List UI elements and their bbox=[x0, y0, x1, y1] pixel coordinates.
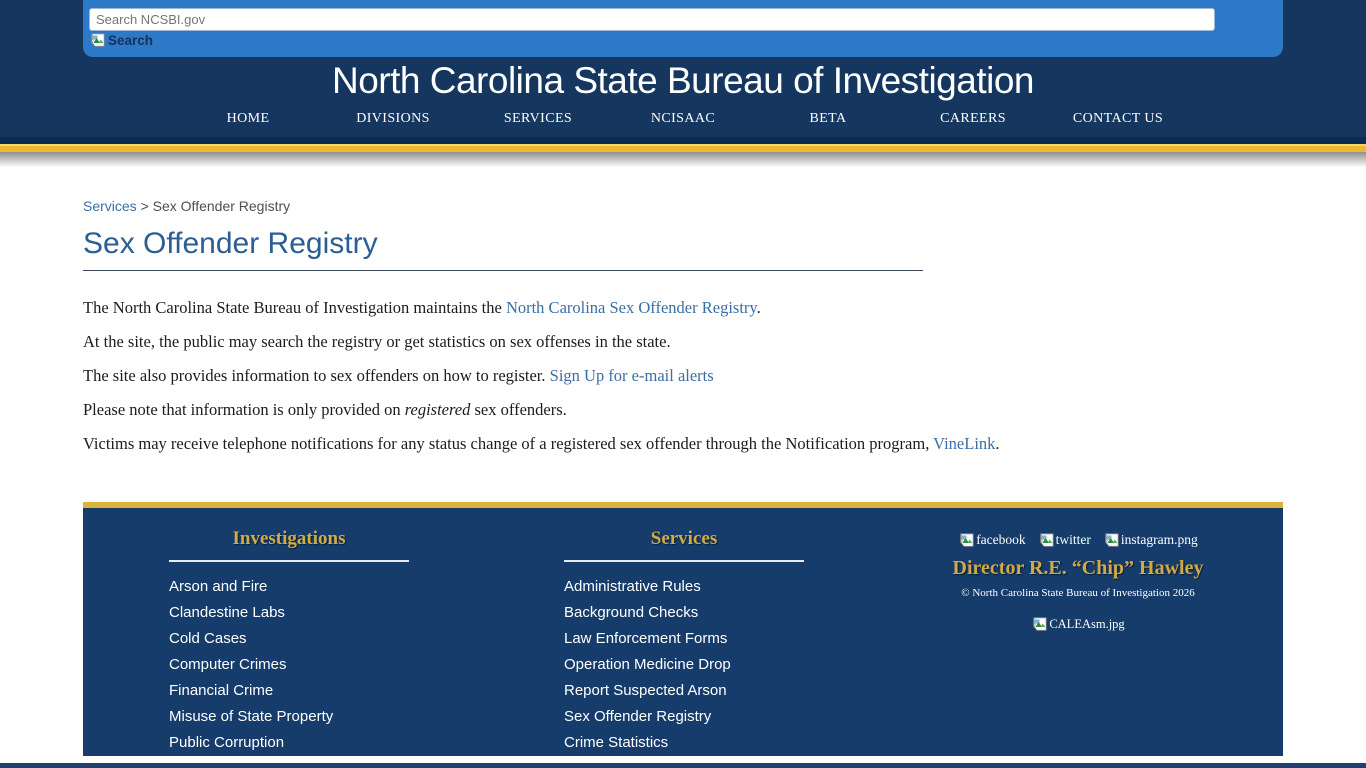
list-item bbox=[564, 578, 804, 596]
footer-heading-rule bbox=[169, 560, 409, 562]
nav-item-contact-us[interactable]: CONTACT US bbox=[1072, 111, 1164, 126]
footer-link-cold-cases[interactable]: Cold Cases bbox=[169, 630, 247, 647]
footer-link-law-enforcement-forms[interactable]: Law Enforcement Forms bbox=[564, 630, 728, 647]
nav-item-beta[interactable]: BETA bbox=[809, 111, 847, 126]
footer-link-financial-crime[interactable]: Financial Crime bbox=[169, 682, 274, 699]
list-item bbox=[169, 630, 409, 648]
search-input[interactable] bbox=[89, 8, 1215, 31]
paragraph-site-info: At the site, the public may search the registry or get statistics on sex offenses in the state. bbox=[83, 332, 671, 351]
broken-image-icon bbox=[1103, 533, 1120, 548]
nav-item-home[interactable]: HOME bbox=[226, 111, 270, 126]
list-item bbox=[564, 656, 804, 674]
twitter-link[interactable] bbox=[1038, 532, 1091, 548]
broken-image-icon bbox=[1031, 617, 1048, 632]
site-title: North Carolina State Bureau of Investigation bbox=[332, 60, 1034, 101]
page-title: Sex Offender Registry bbox=[83, 227, 923, 271]
broken-image-icon bbox=[958, 533, 975, 548]
footer-link-clandestine-labs[interactable]: Clandestine Labs bbox=[169, 604, 285, 621]
victims-text: Victims may receive telephone notifications for any status change of a registered sex offender through the Notification program, bbox=[83, 434, 934, 453]
list-item bbox=[169, 708, 409, 726]
footer-heading-services: Services bbox=[650, 528, 718, 549]
instagram-link[interactable] bbox=[1103, 532, 1198, 548]
footer-link-report-suspected-arson[interactable]: Report Suspected Arson bbox=[564, 682, 727, 699]
facebook-alt-text: facebook bbox=[976, 532, 1026, 547]
paragraph-note bbox=[83, 400, 1283, 420]
register-text: The site also provides information to sex offenders on how to register. bbox=[83, 366, 550, 385]
footer-link-sex-offender-registry[interactable]: Sex Offender Registry bbox=[564, 708, 712, 725]
footer-heading-rule bbox=[564, 560, 804, 562]
footer-link-operation-medicine-drop[interactable]: Operation Medicine Drop bbox=[564, 656, 731, 673]
header-shadow bbox=[0, 152, 1366, 170]
main-content bbox=[83, 198, 1283, 454]
note-pre: Please note that information is only provided on bbox=[83, 400, 405, 419]
sex-offender-registry-link[interactable]: North Carolina Sex Offender Registry bbox=[505, 298, 757, 317]
nav-item-ncisaac[interactable]: NCISAAC bbox=[650, 111, 716, 126]
breadcrumb-separator: > bbox=[140, 198, 149, 214]
breadcrumb-current: Sex Offender Registry bbox=[152, 198, 291, 214]
footer-link-arson-and-fire[interactable]: Arson and Fire bbox=[169, 578, 268, 595]
page-header bbox=[0, 0, 1366, 137]
footer-column-services bbox=[495, 528, 873, 756]
twitter-alt-text: twitter bbox=[1055, 532, 1091, 547]
footer-link-misuse-of-state-property[interactable]: Misuse of State Property bbox=[169, 708, 334, 725]
gold-accent-bar bbox=[0, 144, 1366, 152]
main-nav bbox=[176, 103, 1191, 137]
paragraph-intro bbox=[83, 298, 1283, 318]
footer-link-computer-crimes[interactable]: Computer Crimes bbox=[169, 656, 287, 673]
list-item bbox=[564, 708, 804, 726]
list-item bbox=[169, 656, 409, 674]
instagram-alt-text: instagram.png bbox=[1120, 532, 1198, 547]
intro-period: . bbox=[756, 298, 761, 317]
footer-link-public-corruption[interactable]: Public Corruption bbox=[169, 734, 285, 751]
breadcrumb bbox=[83, 198, 1283, 214]
list-item bbox=[564, 734, 804, 752]
social-links bbox=[873, 532, 1283, 548]
list-item bbox=[564, 630, 804, 648]
director-name: Director R.E. “Chip” Hawley bbox=[952, 557, 1204, 579]
nav-item-careers[interactable]: CAREERS bbox=[940, 111, 1006, 126]
footer-heading-investigations: Investigations bbox=[232, 528, 346, 549]
search-button[interactable] bbox=[89, 33, 153, 48]
email-alerts-link[interactable]: Sign Up for e-mail alerts bbox=[549, 366, 714, 385]
list-item bbox=[169, 734, 409, 752]
paragraph-victims bbox=[83, 434, 1283, 454]
vinelink-link[interactable]: VineLink bbox=[933, 434, 996, 453]
note-post: sex offenders. bbox=[470, 400, 567, 419]
list-item bbox=[564, 604, 804, 622]
broken-image-icon bbox=[1038, 533, 1055, 548]
search-button-label: Search bbox=[108, 33, 154, 48]
list-item bbox=[169, 682, 409, 700]
nav-item-services[interactable]: SERVICES bbox=[503, 111, 573, 126]
footer-column-investigations bbox=[83, 528, 495, 756]
footer-link-administrative-rules[interactable]: Administrative Rules bbox=[564, 578, 701, 595]
paragraph-register-info bbox=[83, 366, 1283, 386]
copyright-notice: © North Carolina State Bureau of Investigation 2026 bbox=[961, 587, 1195, 599]
calea-alt-text: CALEAsm.jpg bbox=[1049, 617, 1125, 631]
nav-item-divisions[interactable]: DIVISIONS bbox=[356, 111, 430, 126]
facebook-link[interactable] bbox=[958, 532, 1025, 548]
footer-link-crime-statistics[interactable]: Crime Statistics bbox=[564, 734, 669, 751]
page-footer bbox=[83, 502, 1283, 756]
search-bar bbox=[83, 0, 1283, 57]
list-item bbox=[169, 604, 409, 622]
calea-badge bbox=[1031, 617, 1124, 632]
footer-column-info bbox=[873, 528, 1283, 756]
list-item bbox=[564, 682, 804, 700]
broken-image-icon bbox=[89, 33, 106, 48]
breadcrumb-services-link[interactable]: Services bbox=[83, 198, 137, 214]
footer-link-background-checks[interactable]: Background Checks bbox=[564, 604, 699, 621]
footer-bottom-strip bbox=[0, 763, 1366, 768]
victims-period: . bbox=[995, 434, 1000, 453]
intro-text: The North Carolina State Bureau of Investigation maintains the bbox=[83, 298, 506, 317]
note-emphasis: registered bbox=[404, 400, 471, 419]
nav-dark-strip bbox=[0, 137, 1366, 144]
list-item bbox=[169, 578, 409, 596]
